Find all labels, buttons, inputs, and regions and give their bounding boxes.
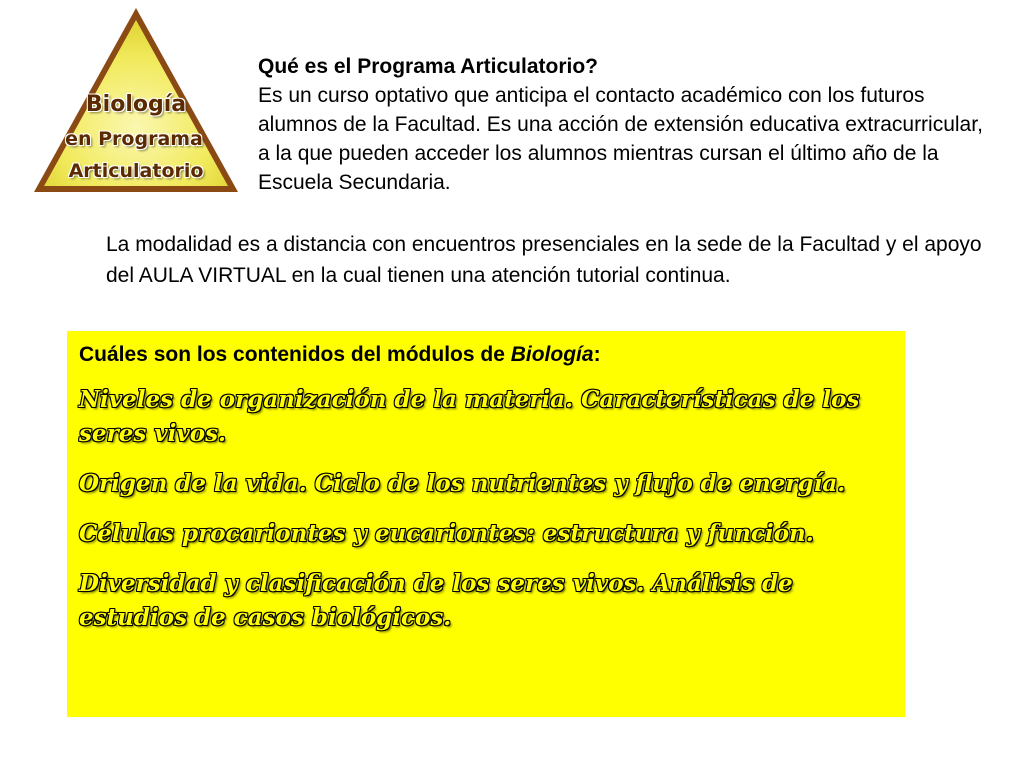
logo-title-line-1: Biología — [85, 92, 187, 117]
program-logo — [28, 4, 244, 196]
intro-paragraph — [258, 52, 988, 197]
contents-box — [67, 331, 905, 717]
topic-item: Niveles de organización de la materia. Características de los seres vivos. — [79, 386, 860, 447]
contents-heading-emphasis: Biología — [510, 343, 594, 366]
contents-heading — [79, 341, 893, 369]
logo-title-line-2: en Programa — [65, 128, 203, 150]
intro-question: Qué es el Programa Articulatorio? — [258, 55, 598, 78]
topic-item: Diversidad y clasificación de los seres vivos. Análisis de estudios de casos biológicos. — [79, 570, 793, 631]
logo-title-line-3: Articulatorio — [68, 160, 204, 182]
topic-item: Células procariontes y eucariontes: estructura y función. — [79, 520, 814, 547]
contents-heading-suffix: : — [593, 343, 601, 366]
topic-item: Origen de la vida. Ciclo de los nutrientes y flujo de energía. — [79, 470, 846, 497]
modality-paragraph: La modalidad es a distancia con encuentros presenciales en la sede de la Facultad y el apoyo del AULA VIRTUAL en la cual tienen una atención tutorial continua. — [106, 233, 982, 287]
intro-description: Es un curso optativo que anticipa el contacto académico con los futuros alumnos de la Facultad. Es una acción de extensión educativa extracurricular, a la que pueden acceder los alumnos mientras cursan el último año de la Escuela Secundaria. — [258, 84, 983, 194]
contents-heading-prefix: Cuáles son los contenidos del módulos de — [79, 343, 511, 366]
